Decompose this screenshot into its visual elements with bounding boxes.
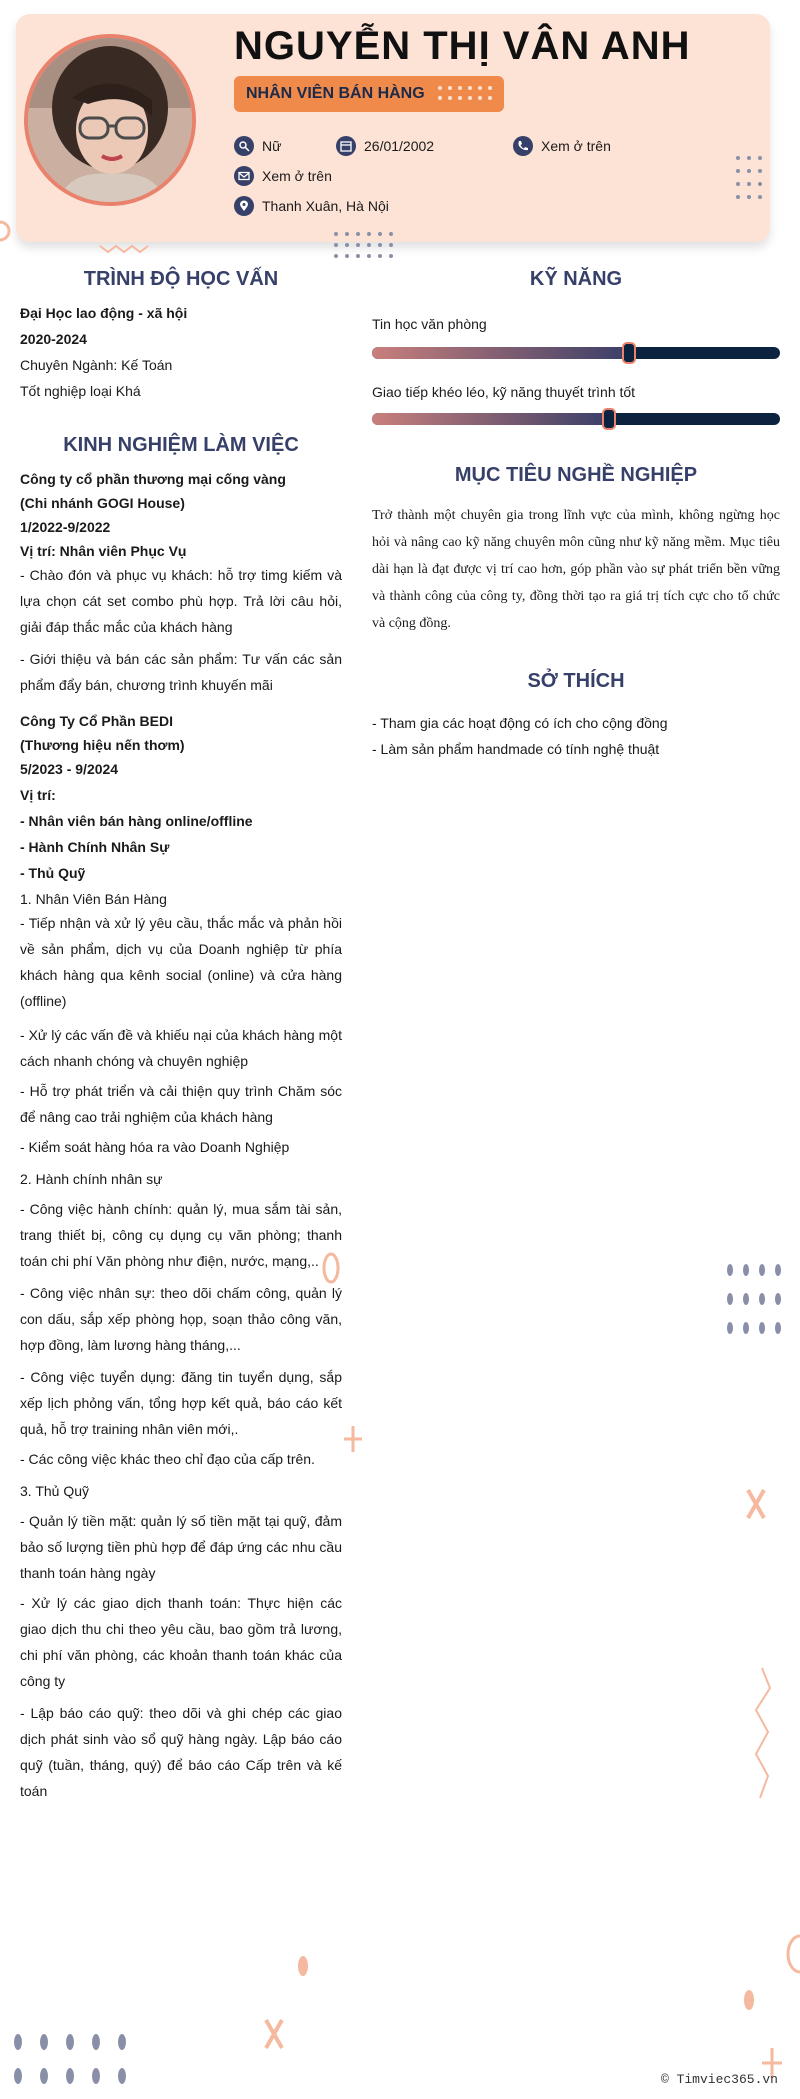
job2-section-heading: 3. Thủ Quỹ xyxy=(20,1483,90,1499)
decorative-ring-icon xyxy=(320,1250,342,1286)
job2-duty: - Xử lý các giao dịch thanh toán: Thực hiện các giao dịch thu chi theo yêu cầu, bao gồm trả lương, chi phí văn phòng, các khoản thanh toán khác của công ty xyxy=(20,1595,342,1689)
decorative-plus-icon xyxy=(342,1424,364,1454)
job2-duty: - Lập báo cáo quỹ: theo dõi và ghi chép các giao dịch phát sinh vào sổ quỹ hàng ngày. Lập báo cáo quỹ (tuần, tháng, quý) để báo cáo Cấp trên và kế toán xyxy=(20,1705,342,1799)
job2-duty: - Các công việc khác theo chỉ đạo của cấp trên. xyxy=(20,1451,315,1467)
job2-duty: - Kiểm soát hàng hóa ra vào Doanh Nghiệp xyxy=(20,1139,290,1155)
decorative-dots-icon xyxy=(434,82,494,106)
job2-section-heading: 1. Nhân Viên Bán Hàng xyxy=(20,891,167,907)
skills-title: KỸ NĂNG xyxy=(529,268,623,290)
location-pin-icon xyxy=(234,196,254,216)
dob-field xyxy=(336,136,434,156)
profile-header xyxy=(16,14,770,242)
gender-value: Nữ xyxy=(262,138,282,154)
dob-value: 26/01/2002 xyxy=(364,138,435,154)
decorative-dots-icon xyxy=(734,154,764,216)
education-title: TRÌNH ĐỘ HỌC VẤN xyxy=(83,268,279,290)
job1-duty: - Chào đón và phục vụ khách: hỗ trợ timg kiếm và lựa chọn cát set combo phù hợp. Trả lời câu hỏi, giải đáp thắc mắc của khách hàng xyxy=(20,567,342,635)
decorative-dot-icon xyxy=(742,1988,756,2012)
education-major: Chuyên Ngành: Kế Toán xyxy=(20,357,173,373)
hobby-item: - Làm sản phẩm handmade có tính nghệ thuật xyxy=(372,741,660,757)
job2-position: - Hành Chính Nhân Sự xyxy=(20,839,170,855)
decorative-dots-icon xyxy=(10,2030,134,2090)
candidate-name: NGUYỄN THỊ VÂN ANH xyxy=(234,24,691,68)
skill-bar xyxy=(372,347,780,359)
gender-icon xyxy=(234,136,254,156)
job1-branch: (Chi nhánh GOGI House) xyxy=(20,495,185,511)
decorative-ring-icon xyxy=(0,218,14,244)
job2-duty: - Công việc hành chính: quản lý, mua sắm tài sản, trang thiết bị, công cụ dụng cụ văn phòng; thanh toán chi phí Văn phòng như điện, nước, mạng,.. xyxy=(20,1201,342,1269)
hobbies-title: SỞ THÍCH xyxy=(527,670,625,692)
job2-company: Công Ty Cổ Phần BEDI xyxy=(20,713,173,729)
skill-bar-knob xyxy=(622,342,636,364)
job1-period: 1/2022-9/2022 xyxy=(20,519,111,535)
education-school: Đại Học lao động - xã hội xyxy=(20,305,188,321)
objective-title: MỤC TIÊU NGHỀ NGHIỆP xyxy=(454,464,698,486)
hobby-item: - Tham gia các hoạt động có ích cho cộng đồng xyxy=(372,715,668,731)
job2-duty: - Xử lý các vấn đề và khiếu nại của khách hàng một cách nhanh chóng và chuyên nghiệp xyxy=(20,1027,342,1069)
portrait-image xyxy=(28,38,192,202)
job-title: NHÂN VIÊN BÁN HÀNG xyxy=(246,85,425,102)
watermark: © Timviec365.vn xyxy=(660,2072,778,2087)
job2-position: - Nhân viên bán hàng online/offline xyxy=(20,813,253,829)
job2-duty: - Quản lý tiền mặt: quản lý số tiền mặt tại quỹ, đảm bảo số lượng tiền phù hợp để đáp ứng các nhu cầu thanh toán hàng ngày xyxy=(20,1513,342,1581)
avatar xyxy=(24,34,196,206)
email-icon xyxy=(234,166,254,186)
skill-label: Giao tiếp khéo léo, kỹ năng thuyết trình tốt xyxy=(372,384,636,400)
decorative-x-icon xyxy=(262,2016,286,2052)
job2-duty: - Tiếp nhận và xử lý yêu cầu, thắc mắc và phản hồi về sản phẩm, dịch vụ của Doanh nghiệp từ phía khách hàng qua kênh social (online) và cửa hàng (offline) xyxy=(20,915,342,1009)
job1-company: Công ty cổ phần thương mại cống vàng xyxy=(20,471,286,487)
skill-bar xyxy=(372,413,780,425)
objective-text: Trở thành một chuyên gia trong lĩnh vực của mình, không ngừng học hỏi và nâng cao kỹ năng chuyên môn cũng như kỹ năng mềm. Mục tiêu dài hạn là đạt được vị trí cao hơn, góp phần vào sự phát triển bền vững và thành công của công ty, đồng thời tạo ra giá trị tích cực cho tổ chức và cộng đồng. xyxy=(372,508,780,631)
phone-icon xyxy=(513,136,533,156)
decorative-dots-icon xyxy=(332,230,394,260)
gender-field xyxy=(234,136,281,156)
skill-bar-fill xyxy=(372,413,609,425)
skill-bar-fill xyxy=(372,347,629,359)
job2-brand: (Thương hiệu nến thơm) xyxy=(20,737,185,753)
education-years: 2020-2024 xyxy=(20,331,87,347)
education-grade: Tốt nghiệp loại Khá xyxy=(20,383,141,399)
skill-label: Tin học văn phòng xyxy=(372,316,487,332)
job-title-badge xyxy=(234,76,504,112)
skill-bar-knob xyxy=(602,408,616,430)
address-field xyxy=(234,196,389,216)
email-field xyxy=(234,166,332,186)
phone-field xyxy=(513,136,611,156)
job2-section-heading: 2. Hành chính nhân sự xyxy=(20,1171,163,1187)
decorative-dot-icon xyxy=(296,1954,310,1978)
email-value: Xem ở trên xyxy=(262,168,332,184)
job2-duty: - Công việc nhân sự: theo dõi chấm công, quản lý con dấu, sắp xếp phòng họp, soạn thảo công văn, hợp đồng, làm lương hàng tháng,... xyxy=(20,1285,342,1353)
job1-position: Vị trí: Nhân viên Phục Vụ xyxy=(20,543,187,559)
decorative-ring-icon xyxy=(780,1932,800,1976)
experience-title: KINH NGHIỆM LÀM VIỆC xyxy=(63,434,299,456)
decorative-zigzag-icon xyxy=(752,1666,772,1800)
calendar-icon xyxy=(336,136,356,156)
job2-position-label: Vị trí: xyxy=(20,787,56,803)
decorative-dots-icon xyxy=(724,1262,786,1336)
job2-position: - Thủ Quỹ xyxy=(20,865,86,881)
job2-period: 5/2023 - 9/2024 xyxy=(20,761,119,777)
decorative-x-icon xyxy=(744,1486,768,1522)
phone-value: Xem ở trên xyxy=(541,138,611,154)
address-value: Thanh Xuân, Hà Nội xyxy=(262,198,389,214)
job1-duty: - Giới thiệu và bán các sản phẩm: Tư vấn các sản phẩm đẩy bán, chương trình khuyến mãi xyxy=(20,651,342,693)
decorative-zigzag-icon xyxy=(98,242,154,256)
job2-duty: - Công việc tuyển dụng: đăng tin tuyển dụng, sắp xếp lịch phỏng vấn, tổng hợp kết quả, báo cáo kết quả, hỗ trợ training nhân viên mới,. xyxy=(20,1369,342,1437)
job2-duty: - Hỗ trợ phát triển và cải thiện quy trình Chăm sóc để nâng cao trải nghiệm của khách hàng xyxy=(20,1083,342,1125)
